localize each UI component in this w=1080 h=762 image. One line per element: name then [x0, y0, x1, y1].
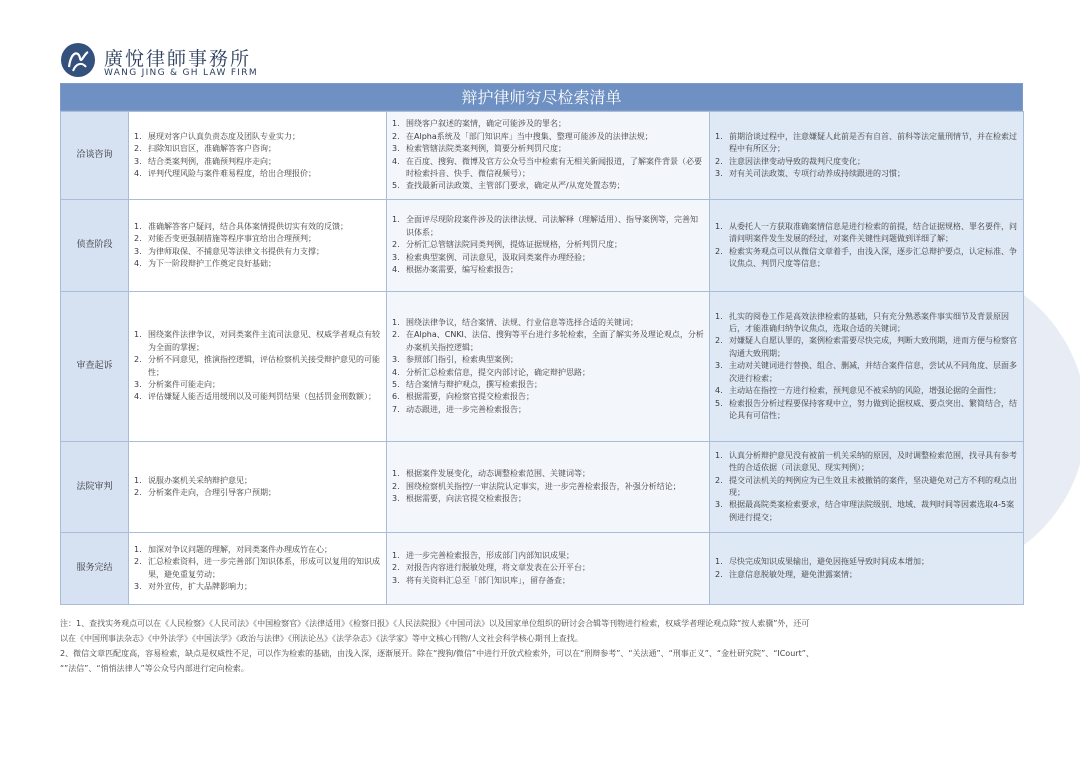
item-number: 3. — [392, 252, 400, 262]
checklist-grid — [60, 111, 1024, 605]
list-item — [134, 329, 381, 354]
item-number: 2. — [392, 481, 400, 491]
list-item — [392, 143, 704, 155]
list-item — [392, 468, 704, 480]
item-number: 4. — [392, 156, 400, 166]
item-number: 2. — [392, 131, 400, 141]
goal-cell — [129, 533, 387, 605]
checklist-table — [60, 83, 1023, 605]
footnote-line: 以在《中国刑事法杂志》《中外法学》《中国法学》《政治与法律》《刑法论丛》《法学杂志》《法学家》等中文核心刊物/人文社会科学核心期刊上查找。 — [60, 634, 583, 643]
list-item — [134, 581, 381, 593]
item-text: 认真分析辩护意见没有被前一机关采纳的原因，及时调整检索范围，找寻具有参考性的合适依据（司法意见、现实判例）； — [729, 450, 1017, 473]
firm-name-cn: 廣悅律師事務所 — [104, 48, 252, 70]
item-number: 3. — [392, 144, 400, 154]
item-number: 1. — [392, 317, 400, 327]
list-item — [134, 391, 381, 403]
item-text: 围绕法律争议，结合案情、法规、行业信息等选择合适的关键词； — [406, 317, 638, 327]
list-item — [392, 329, 704, 354]
item-text: 动态跟进，进一步完善检索报告； — [406, 404, 526, 414]
item-number: 2. — [392, 240, 400, 250]
item-number: 3. — [715, 168, 723, 178]
list-item — [715, 335, 1018, 360]
list-item — [392, 156, 704, 181]
list-item — [134, 246, 381, 258]
item-text: 将有关资料汇总至「部门知识库」，留存备查； — [406, 575, 570, 585]
tips-cell — [710, 200, 1024, 292]
item-number: 1. — [392, 119, 400, 129]
table-row — [61, 292, 1024, 442]
list-item — [715, 221, 1018, 246]
method-cell — [387, 292, 710, 442]
item-text: 根据需要，向法官提交检索报告； — [406, 494, 526, 504]
list-item — [134, 143, 381, 155]
item-number: 2. — [392, 330, 400, 340]
list-item — [392, 214, 704, 239]
goal-cell — [129, 200, 387, 292]
item-text: 围绕客户叙述的案情，确定可能涉及的罪名； — [406, 119, 566, 129]
item-number: 3. — [392, 575, 400, 585]
item-text: 分析汇总检索信息，提交内部讨论，确定辩护思路； — [406, 367, 590, 377]
list-item — [715, 569, 1018, 581]
tips-cell — [710, 292, 1024, 442]
list-item — [715, 475, 1018, 500]
item-number: 2. — [134, 144, 142, 154]
list-item — [392, 481, 704, 493]
item-number: 1. — [134, 475, 142, 485]
item-text: 查找最新司法政策、主管部门要求，确定从严/从宽处置态势； — [406, 181, 625, 191]
list-item — [134, 544, 381, 556]
method-cell — [387, 442, 710, 533]
list-item — [392, 252, 704, 264]
item-text: 围绕案件法律争议，对同类案件主流司法意见、权威学者观点有较为全面的掌握； — [148, 330, 380, 352]
list-item — [134, 556, 381, 581]
item-text: 加深对争议问题的理解，对同类案件办理成竹在心； — [148, 544, 332, 554]
item-number: 3. — [392, 494, 400, 504]
item-text: 展现对客户认真负责态度及团队专业实力； — [148, 131, 300, 141]
table-title: 辩护律师穷尽检索清单 — [60, 83, 1023, 111]
item-text: 对能否变更强制措施等程序事宜给出合理预判； — [148, 234, 316, 244]
list-item — [715, 156, 1018, 168]
table-row — [61, 112, 1024, 200]
table-row — [61, 442, 1024, 533]
item-number: 1. — [392, 215, 400, 225]
item-text: 主动站在指控一方进行检索，预判意见不被采纳的风险，增强论据的全面性； — [729, 386, 1001, 396]
item-number: 5. — [392, 379, 400, 389]
list-item — [392, 379, 704, 391]
item-number: 3. — [715, 361, 723, 371]
item-number: 2. — [715, 156, 723, 166]
tips-cell — [710, 112, 1024, 200]
item-number: 1. — [715, 131, 723, 141]
item-text: 根据需要，向检察官提交检索报告； — [406, 392, 534, 402]
item-number: 3. — [134, 581, 142, 591]
item-number: 1. — [715, 311, 723, 321]
item-text: 分析不同意见，推演指控逻辑，评估检察机关接受辩护意见的可能性； — [148, 355, 380, 377]
item-text: 说服办案机关采纳辩护意见； — [148, 475, 252, 485]
method-cell — [387, 200, 710, 292]
item-text: 前期洽谈过程中，注意嫌疑人此前是否有自首、前科等法定量刑情节，并在检索过程中有所区分； — [729, 131, 1017, 154]
item-number: 2. — [715, 336, 723, 346]
item-text: 为下一阶段辩护工作奠定良好基础； — [148, 258, 276, 268]
tips-cell — [710, 442, 1024, 533]
footnote-line: 注：1、查找实务观点可以在《人民检察》《人民司法》《中国检察官》《法律适用》《检察日报》《人民法院报》《中国司法》以及国家单位组织的研讨会合辑等刊物进行检索，权威学者理论观点除“按人索骥”外，还可 — [60, 619, 810, 628]
item-text: 参照部门指引，检索典型案例； — [406, 355, 518, 365]
item-number: 4. — [134, 168, 142, 178]
item-text: 检索管辖法院类案判例，简要分析判罚尺度； — [406, 144, 566, 154]
item-number: 1. — [134, 131, 142, 141]
item-text: 准确解答客户疑问，结合具体案情提供切实有效的反馈； — [148, 221, 348, 231]
item-text: 对外宣传，扩大品牌影响力； — [148, 581, 252, 591]
item-text: 结合案情与辩护观点，撰写检索报告； — [406, 379, 542, 389]
list-item — [134, 233, 381, 245]
item-number: 2. — [392, 563, 400, 573]
item-text: 尽快完成知识成果输出，避免因拖延导致时间成本增加； — [729, 557, 929, 567]
list-item — [715, 450, 1018, 475]
footnote-line: 2、微信文章匹配度高，容易检索，缺点是权威性不足，可以作为检索的基础，由浅入深，逐渐展开。除在“搜狗/微信”中进行开放式检索外，可以在“刑辩参考”、“关法通”、“刑事正义”、“金杜研究院”、“ICourt”、 — [60, 649, 814, 658]
table-row — [61, 533, 1024, 605]
item-number: 2. — [134, 488, 142, 497]
method-cell — [387, 533, 710, 605]
list-item — [134, 379, 381, 391]
list-item — [715, 246, 1018, 271]
item-number: 3. — [134, 246, 142, 256]
item-text: 对嫌疑人自愿认罪的，案例检索需要尽快完成，判断大致刑期，进而方便与检察官沟通大致刑期； — [729, 336, 1017, 358]
item-text: 在Alpha、CNKI、法信、搜狗等平台进行多轮检索，全面了解实务及理论观点，分析办案机关指控逻辑； — [406, 330, 704, 352]
list-item — [392, 131, 704, 143]
item-text: 在百度、搜狗、微博及官方公众号当中检索有无相关新闻报道，了解案件背景（必要时检索抖音、快手、微信视频号）； — [406, 156, 702, 178]
list-item — [392, 317, 704, 329]
goal-cell — [129, 442, 387, 533]
list-item — [392, 180, 704, 192]
item-text: 评估嫌疑人能否适用缓刑以及可能判罚结果（包括罚金刑数额）； — [148, 392, 376, 402]
item-text: 检索实务观点可以从微信文章着手，由浅入深，逐步汇总辩护要点，认定标准、争议焦点、判罚尺度等信息； — [729, 246, 1017, 268]
firm-header — [60, 42, 460, 82]
item-number: 1. — [392, 469, 400, 479]
item-number: 1. — [715, 557, 723, 567]
list-item — [392, 562, 704, 574]
item-text: 在Alpha系统及「部门知识库」当中搜集、整理可能涉及的法律法规； — [406, 131, 653, 141]
footnote-line: “”法信”、“悄悄法律人”等公众号内部进行定向检索。 — [60, 664, 249, 673]
list-item — [134, 156, 381, 168]
item-text: 根据最高院类案检索要求，结合审理法院级别、地域、裁判时间等因素选取4-5案例进行提交； — [729, 500, 1015, 522]
footnotes — [60, 616, 1020, 676]
item-text: 检索报告分析过程要保持客观中立，努力做到论据权威、要点突出、繁简结合，结论具有可信性； — [729, 398, 1017, 420]
item-text: 评判代理风险与案件难易程度，给出合理报价； — [148, 168, 316, 178]
list-item — [392, 493, 704, 505]
item-number: 2. — [134, 234, 142, 244]
item-number: 4. — [392, 367, 400, 377]
item-text: 从委托人一方获取准确案情信息是进行检索的前提，结合证据规格、罪名要件，问清问明案件发生发展的经过，对案件关键性问题做到详细了解； — [729, 221, 1017, 244]
item-text: 结合类案判例，准确预判程序走向； — [148, 156, 276, 166]
item-number: 6. — [392, 392, 400, 402]
list-item — [134, 487, 381, 499]
list-item — [392, 264, 704, 276]
item-text: 分析汇总管辖法院同类判例，提炼证据规格，分析判罚尺度； — [406, 240, 622, 250]
item-text: 注意信息脱敏处理，避免泄露案情； — [729, 569, 857, 579]
list-item — [392, 391, 704, 403]
list-item — [392, 354, 704, 366]
list-item — [392, 239, 704, 251]
item-number: 1. — [715, 221, 723, 231]
item-text: 分析案件走向，合理引导客户预期； — [148, 488, 276, 497]
item-number: 3. — [715, 500, 723, 510]
list-item — [392, 367, 704, 379]
item-number: 5. — [715, 398, 723, 408]
stage-label: 服务完结 — [61, 533, 129, 605]
item-text: 对报告内容进行脱敏处理，将文章发表在公开平台； — [406, 563, 590, 573]
item-number: 4. — [392, 265, 400, 275]
list-item — [134, 475, 381, 487]
list-item — [134, 131, 381, 143]
item-number: 2. — [715, 569, 723, 579]
list-item — [715, 556, 1018, 568]
item-number: 4. — [715, 386, 723, 396]
list-item — [392, 118, 704, 130]
item-text: 进一步完善检索报告，形成部门内部知识成果； — [406, 550, 574, 560]
item-number: 1. — [392, 550, 400, 560]
stage-label: 审查起诉 — [61, 292, 129, 442]
item-number: 1. — [134, 221, 142, 231]
item-number: 3. — [134, 379, 142, 389]
list-item — [715, 385, 1018, 397]
item-text: 对有关司法政策、专项行动养成持续跟进的习惯； — [729, 168, 905, 178]
item-text: 主动对关键词进行替换、组合、删减，并结合案件信息，尝试从不同角度、层面多次进行检索； — [729, 361, 1017, 383]
item-number: 2. — [715, 475, 723, 485]
item-number: 4. — [134, 392, 142, 402]
list-item — [715, 360, 1018, 385]
stage-label: 侦查阶段 — [61, 200, 129, 292]
item-number: 2. — [134, 557, 142, 567]
stage-label: 法院审判 — [61, 442, 129, 533]
list-item — [392, 550, 704, 562]
stage-label: 洽谈咨询 — [61, 112, 129, 200]
list-item — [134, 354, 381, 379]
goal-cell — [129, 112, 387, 200]
item-text: 为律师取保、不捕意见等法律文书提供有力支撑； — [148, 246, 324, 256]
list-item — [134, 168, 381, 180]
item-number: 1. — [134, 544, 142, 554]
list-item — [715, 499, 1018, 524]
goal-cell — [129, 292, 387, 442]
item-text: 汇总检索资料，进一步完善部门知识体系，形成可以复用的知识成果，避免重复劳动； — [148, 557, 380, 579]
item-number: 1. — [134, 330, 142, 340]
list-item — [715, 398, 1018, 423]
item-text: 扫除知识盲区，准确解答客户咨询； — [148, 144, 276, 154]
list-item — [392, 575, 704, 587]
list-item — [134, 258, 381, 270]
item-text: 全面评尽现阶段案件涉及的法律法规、司法解释（理解适用）、指导案例等，完善知识体系； — [406, 215, 698, 237]
item-text: 根据案件发展变化，动态调整检索范围、关键词等； — [406, 469, 590, 479]
list-item — [715, 168, 1018, 180]
item-text: 围绕检察机关指控/一审法院认定事实，进一步完善检索报告，补强分析结论； — [406, 481, 681, 491]
item-number: 5. — [392, 181, 400, 191]
item-text: 根据办案需要，编写检索报告； — [406, 265, 518, 275]
item-text: 检索典型案例、司法意见，汲取同类案件办理经验； — [406, 252, 590, 262]
item-text: 提交司法机关的判例应为已生效且未被撤销的案件，坚决避免对己方不利的观点出现； — [729, 475, 1017, 497]
item-text: 分析案件可能走向； — [148, 379, 220, 389]
firm-name-en: WANG JING & GH LAW FIRM — [104, 68, 258, 78]
list-item — [134, 221, 381, 233]
table-row — [61, 200, 1024, 292]
item-number: 4. — [134, 258, 142, 268]
item-number: 2. — [134, 355, 142, 365]
tips-cell — [710, 533, 1024, 605]
item-number: 1. — [715, 450, 723, 460]
list-item — [715, 131, 1018, 156]
item-number: 3. — [134, 156, 142, 166]
item-text: 扎实的阅卷工作是高效法律检索的基础，只有充分熟悉案件事实细节及背景原因后，才能准确归纳争议焦点，选取合适的关键词； — [729, 311, 1009, 334]
item-number: 3. — [392, 355, 400, 365]
list-item — [715, 311, 1018, 336]
item-text: 注意因法律变动导致的裁判尺度变化； — [729, 156, 865, 166]
item-number: 7. — [392, 404, 400, 414]
method-cell — [387, 112, 710, 200]
list-item — [392, 404, 704, 416]
firm-logo-icon — [60, 42, 96, 78]
item-number: 2. — [715, 246, 723, 256]
